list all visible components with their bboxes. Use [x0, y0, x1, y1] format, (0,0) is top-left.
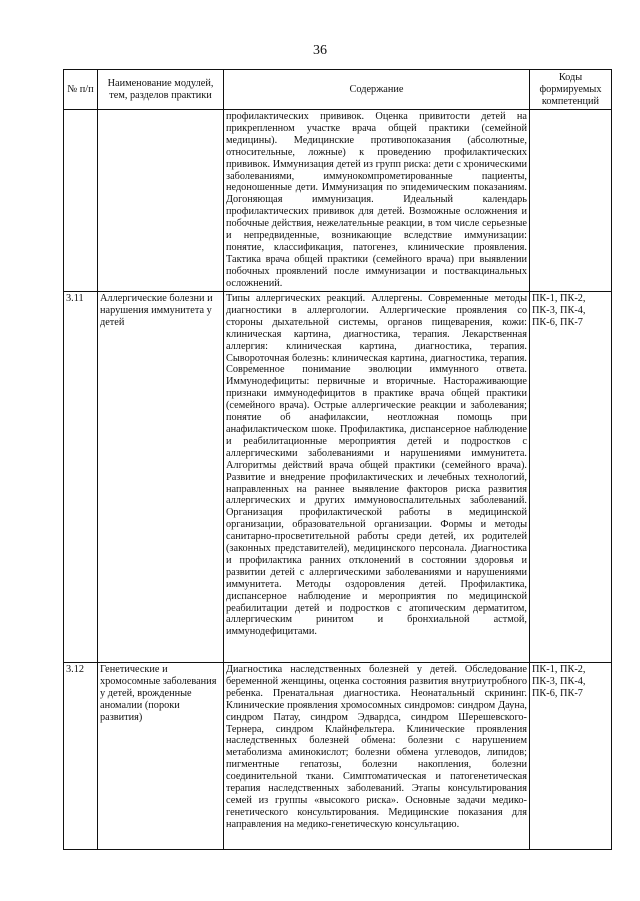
header-num: № п/п	[64, 70, 98, 110]
row-content: Диагностика наследственных болезней у детей. Обследование беременной женщины, оценка состояния развития внутриутробного ребенка. Пренатальная диагностика. Неонатальный скрининг. Клинические проявления хромосомных синдромов: синдром Дауна, синдром Патау, синдром Эдвардса, синдром Шерешевского-Тернера, синдром Клайнфельтера. Клинические проявления наследственных болезней обмена: болезни с нарушением метаболизма аминокислот; болезни обмена углеводов, липидов; пигментные гепатозы, болезни накопления, болезни соединительной ткани. Симптоматическая и патогенетическая терапия наследственных заболеваний. Этапы консультирования семей из группы «высокого риска». Основные задачи медико-генетического консультирования. Медицинские показания для направления на медико-генетическую консультацию.	[224, 663, 530, 850]
header-name: Наименование модулей, тем, разделов практики	[98, 70, 224, 110]
curriculum-table	[63, 69, 612, 850]
header-content: Содержание	[224, 70, 530, 110]
row-num: 3.11	[64, 292, 98, 663]
code-line: ПК-3, ПК-4,	[532, 675, 586, 687]
row-codes	[530, 292, 612, 663]
row-content: профилактических прививок. Оценка привитости детей на прикрепленном участке врача общей практики (семейной медицины). Медицинские противопоказания (абсолютные, относительные, ложные) к проведению профилактических прививок. Иммунизация детей из групп риска: дети с хроническими заболеваниями, иммунокомпрометированные пациенты, недоношенные дети. Иммунизация по эпидемическим показаниям. Догоняющая иммунизация. Идеальный календарь профилактических прививок для детей. Возможные осложнения и побочные действия, нежелательные реакции, в том числе серьезные и непредвиденные, возникающие вследствие иммунизации: понятие, классификация, патогенез, клинические проявления. Тактика врача общей практики (семейного врача) при выявлении побочных проявлений после иммунизации и поствакцинальных осложнений.	[224, 110, 530, 292]
code-line: ПК-6, ПК-7	[532, 316, 583, 328]
row-num: 3.12	[64, 663, 98, 850]
row-topic-name: Генетические и хромосомные заболевания у детей, врожденные аномалии (пороки развития)	[98, 663, 224, 850]
row-codes	[530, 110, 612, 292]
header-codes: Коды формируемых компетенций	[530, 70, 612, 110]
row-num	[64, 110, 98, 292]
code-line: ПК-1, ПК-2,	[532, 664, 586, 675]
code-line: ПК-6, ПК-7	[532, 687, 583, 699]
table-header-row	[64, 70, 612, 110]
row-content: Типы аллергических реакций. Аллергены. Современные методы диагностики в аллергологии. Аллергические проявления со стороны дыхательной системы, органов пищеварения, кожи: клиническая картина, диагностика, терапия. Лекарственная аллергия: клиническая картина, диагностика, терапия. Сывороточная болезнь: клиническая картина, диагностика, терапия. Современное понимание эволюции иммунного ответа. Иммунодефициты: первичные и вторичные. Настораживающие признаки иммунодефицитов в практике врача общей практики (семейного врача). Острые аллергические реакции и заболевания; понятие об анафилаксии, неотложная помощь при анафилактическом шоке. Профилактика, диспансерное наблюдение и реабилитационные мероприятия детей и подростков с аллергическими заболеваниями и нарушениями иммунитета. Алгоритмы действий врача общей практики (семейного врача). Развитие и внедрение профилактических и лечебных технологий, направленных на раннее выявление факторов риска развития аллергических и других иммуновоспалительных заболеваний. Организация профилактической работы в медицинской организации, образовательной организации. Формы и методы санитарно-просветительной работы среди детей, их родителей (законных представителей), медицинского персонала. Диагностика и профилактика ранних отклонений в состоянии здоровья и развитии детей с аллергическими заболеваниями и нарушениями иммунитета. Методы оздоровления детей. Профилактика, диспансерное наблюдение и мероприятия по медицинской реабилитации детей и подростков с атопическим дерматитом, аллергическим ринитом и бронхиальной астмой, иммунодефицитами.	[224, 292, 530, 663]
page-number: 36	[313, 43, 327, 58]
table-row	[64, 292, 612, 663]
table-row	[64, 663, 612, 850]
code-line: ПК-1, ПК-2,	[532, 293, 586, 304]
row-topic-name	[98, 110, 224, 292]
row-codes	[530, 663, 612, 850]
table-row	[64, 110, 612, 292]
row-topic-name: Аллергические болезни и нарушения иммунитета у детей	[98, 292, 224, 663]
code-line: ПК-3, ПК-4,	[532, 304, 586, 316]
